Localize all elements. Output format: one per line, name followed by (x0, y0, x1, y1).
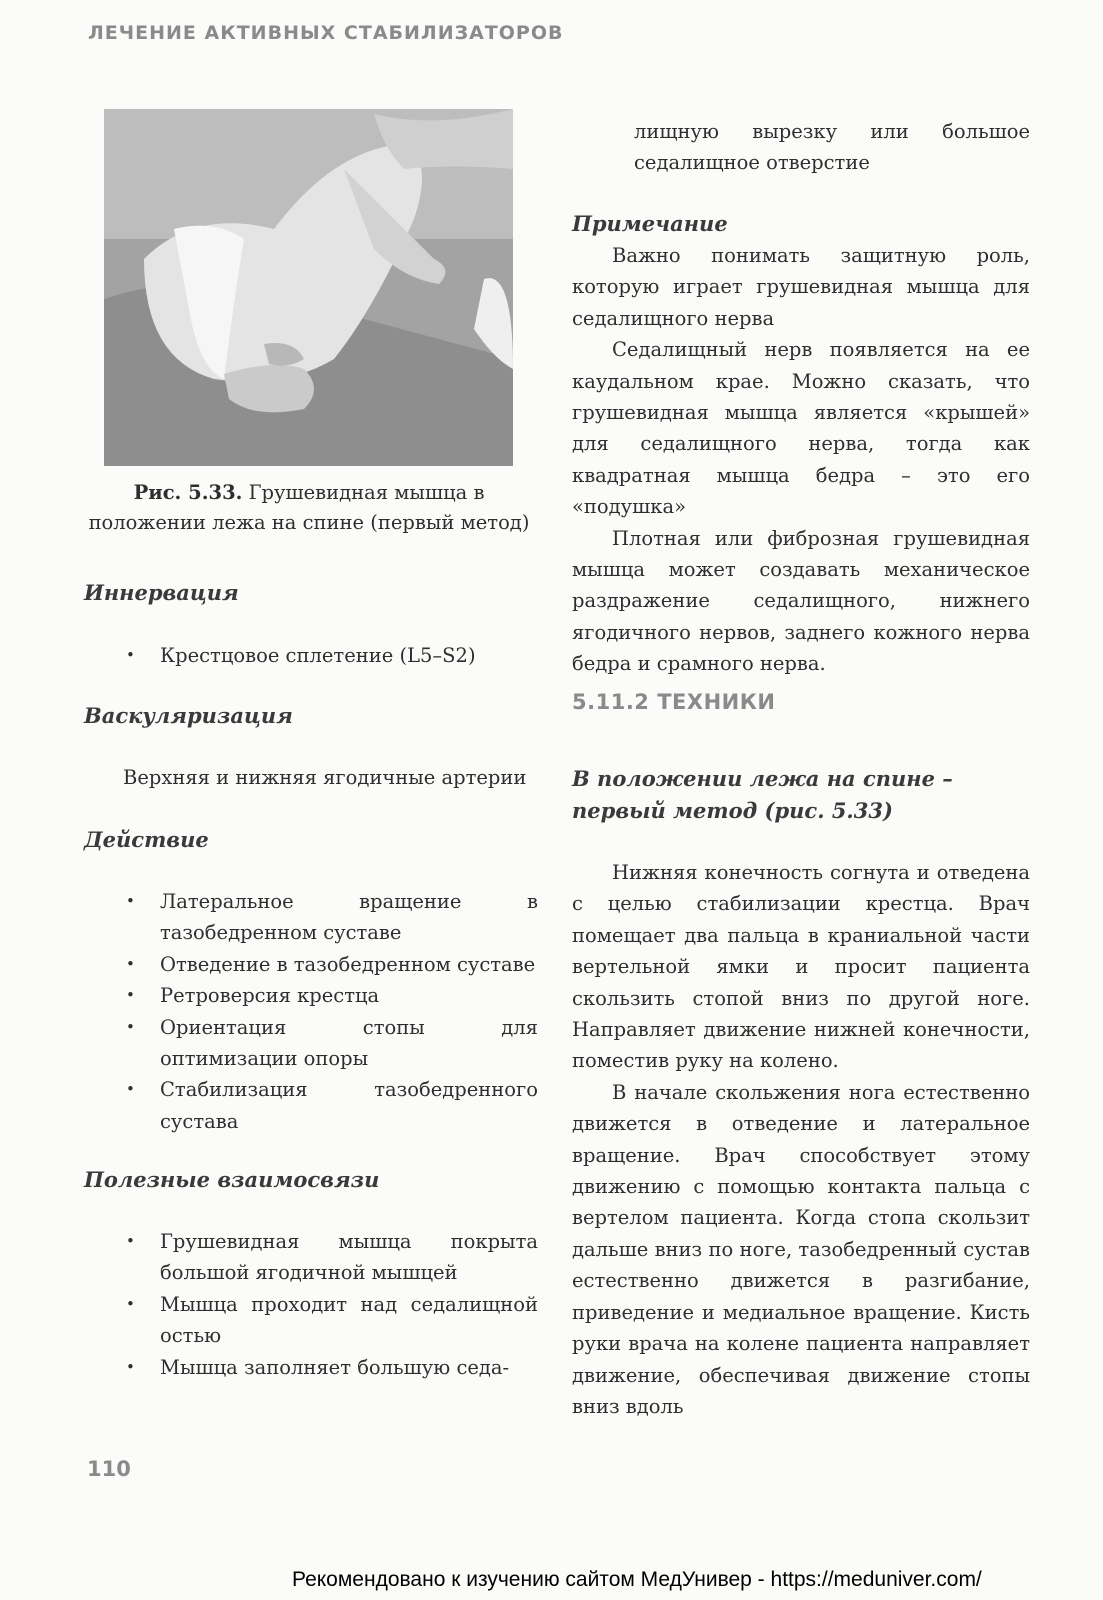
note-paragraph: Важно понимать защитную роль, которую играет грушевидная мышца для седалищного нерва (572, 244, 1030, 330)
technique-paragraph: Нижняя конечность согнута и отведена с целью стабилизации крестца. Врач помещает два пальца в краниальной части вертельной ямки и просит пациента скользить стопой вниз по другой ноге. Направляет движение нижней конечности, поместив руку на колено. (572, 861, 1030, 1073)
list-item: • Мышца заполняет большую седа- (84, 1352, 538, 1383)
vascularization-heading: Васкуляризация (84, 703, 293, 728)
action-heading: Действие (84, 827, 209, 852)
technique-heading: В положении лежа на спине – первый метод (рис. 5.33) (572, 766, 953, 823)
note-heading: Примечание (572, 211, 728, 236)
vascularization-text: Верхняя и нижняя ягодичные артерии (123, 766, 527, 789)
list-item: • Мышца проходит над седалищной остью (84, 1289, 538, 1352)
list-item: • Грушевидная мышца покрыта большой ягодичной мышцей (84, 1226, 538, 1289)
action-list (84, 886, 538, 1137)
figure-caption (84, 478, 534, 538)
relations-heading: Полезные взаимосвязи (84, 1167, 380, 1192)
innervation-list (84, 640, 538, 671)
note-body (572, 240, 1030, 680)
note-paragraph: Плотная или фиброзная грушевидная мышца может создавать механическое раздражение седалищного, нижнего ягодичного нервов, заднего кожного нерва бедра и срамного нерва. (572, 526, 1030, 676)
list-item: • Крестцовое сплетение (L5–S2) (84, 640, 538, 671)
figure-photo (104, 109, 513, 466)
list-item: • Отведение в тазобедренном суставе (84, 949, 538, 980)
technique-paragraph: В начале скольжения нога естественно движется в отведение и латеральное вращение. Врач способствует этому движению с помощью контакта пальца с вертелом пациента. Когда стопа скользит дальше вниз по ноге, тазобедренный сустав естественно движется в разгибание, приведение и медиальное вращение. Кисть руки врача на колене пациента направляет движение, обеспечивая движение стопы вниз вдоль (572, 1080, 1030, 1418)
continuation-text: лищную вырезку или большое седалищное отверстие (634, 120, 1030, 175)
technique-body (572, 857, 1030, 1422)
list-item: • Латеральное вращение в тазобедренном суставе (84, 886, 538, 949)
relations-list (84, 1226, 538, 1383)
list-item: • Ретроверсия крестца (84, 980, 538, 1011)
list-item: • Стабилизация тазобедренного сустава (84, 1074, 538, 1137)
innervation-heading: Иннервация (84, 580, 239, 605)
page-number: 110 (87, 1457, 131, 1481)
note-paragraph: Седалищный нерв появляется на ее каудальном крае. Можно сказать, что грушевидная мышца является «крышей» для седалищного нерва, тогда как квадратная мышца бедра – это его «подушка» (572, 338, 1030, 519)
running-title: ЛЕЧЕНИЕ АКТИВНЫХ СТАБИЛИЗАТОРОВ (88, 22, 564, 44)
list-item: • Ориентация стопы для оптимизации опоры (84, 1012, 538, 1075)
caption-text: Грушевидная мышца в положении лежа на спине (первый метод) (88, 481, 530, 534)
section-title: 5.11.2 ТЕХНИКИ (572, 690, 776, 714)
footer-recommendation: Рекомендовано к изучению сайтом МедУнивер - https://meduniver.com/ (292, 1568, 982, 1591)
caption-label: Рис. 5.33. (133, 481, 243, 504)
